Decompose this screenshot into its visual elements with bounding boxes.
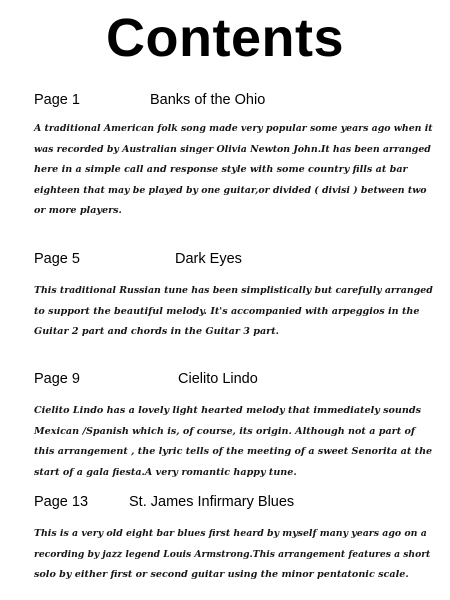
entry-page-number: Page 9 bbox=[34, 371, 80, 387]
entry-page-number: Page 5 bbox=[34, 251, 80, 267]
description-line: start of a gala fiesta.A very romantic happy tune. bbox=[34, 466, 297, 478]
entry-heading bbox=[0, 90, 450, 110]
entry-description bbox=[34, 401, 434, 483]
page-title: Contents bbox=[106, 8, 344, 68]
description-line: Guitar 2 part and chords in the Guitar 3 part. bbox=[34, 326, 280, 337]
entry-song-title: Banks of the Ohio bbox=[150, 92, 266, 108]
description-line: A traditional American folk song made very popular some years ago when it bbox=[34, 123, 433, 134]
description-line: Mexican /Spanish which is, of course, its origin. Although not a part of bbox=[34, 425, 416, 437]
description-line: This traditional Russian tune has been simplistically but carefully arranged bbox=[34, 285, 433, 296]
description-line: or more players. bbox=[34, 205, 122, 216]
description-line: eighteen that may be played by one guitar,or divided ( divisi ) between two bbox=[34, 184, 427, 196]
description-line: solo by either first or second guitar using the minor pentatonic scale. bbox=[34, 569, 409, 580]
contents-entry-st-james-infirmary-blues bbox=[0, 492, 450, 580]
description-line: recording by jazz legend Louis Armstrong.This arrangement features a short bbox=[34, 548, 431, 560]
entry-description bbox=[34, 524, 434, 586]
description-line: this arrangement , the lyric tells of the meeting of a sweet Senorita at the bbox=[34, 446, 433, 457]
entry-page-number: Page 1 bbox=[34, 92, 80, 108]
entry-song-title: Cielito Lindo bbox=[178, 371, 258, 387]
description-line: was recorded by Australian singer Olivia Newton John.It has been arranged bbox=[34, 143, 431, 155]
description-line: to support the beautiful melody. It's accompanied with arpeggios in the bbox=[34, 305, 420, 317]
entry-heading bbox=[0, 249, 450, 269]
description-line: This is a very old eight bar blues first heard by myself many years ago on a bbox=[34, 528, 427, 539]
entry-song-title: St. James Infirmary Blues bbox=[129, 494, 295, 510]
contents-entry-cielito-lindo bbox=[0, 369, 450, 478]
description-line: Cielito Lindo has a lovely light hearted melody that immediately sounds bbox=[34, 405, 421, 416]
entry-heading bbox=[0, 492, 450, 512]
contents-entry-dark-eyes bbox=[0, 249, 450, 337]
entry-heading bbox=[0, 369, 450, 389]
entry-description bbox=[34, 119, 434, 222]
entry-song-title: Dark Eyes bbox=[175, 251, 242, 267]
entry-description bbox=[34, 281, 434, 343]
contents-entry-banks-of-the-ohio bbox=[0, 90, 450, 216]
description-line: here in a simple call and response style with some country fills at bar bbox=[34, 164, 408, 175]
entry-page-number: Page 13 bbox=[34, 494, 89, 510]
